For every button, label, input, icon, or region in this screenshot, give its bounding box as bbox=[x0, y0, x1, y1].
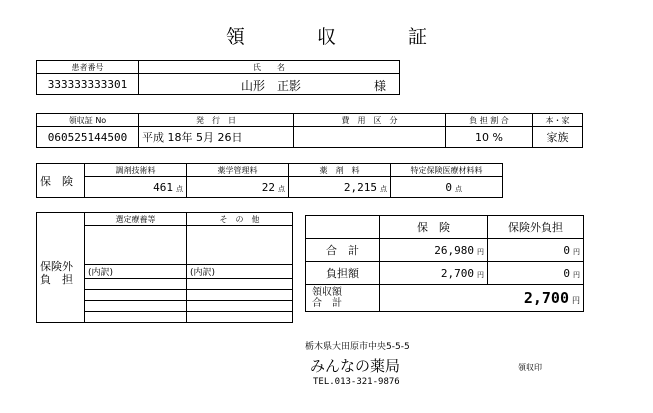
patient-table bbox=[36, 60, 400, 95]
insurance-column-label: 保 険 bbox=[380, 216, 488, 239]
yen-unit: 円 bbox=[477, 247, 484, 256]
receipt-no-label: 領収証 No bbox=[37, 114, 139, 127]
issue-date-value: 平成 18年 5月 26日 bbox=[139, 127, 294, 148]
burden-ratio-value: 10 % bbox=[446, 127, 533, 148]
other-label: そ の 他 bbox=[187, 213, 293, 226]
burden-insurance-value: 2,700 bbox=[440, 266, 474, 280]
patient-name-label: 氏 名 bbox=[139, 61, 400, 74]
receipt-total-cell bbox=[380, 285, 584, 312]
burden-non-insurance-cell bbox=[488, 262, 584, 285]
patient-id-value: 333333333301 bbox=[37, 74, 139, 95]
receipt-stamp-label: 領収印 bbox=[518, 363, 542, 372]
yen-unit: 円 bbox=[573, 270, 580, 279]
receipt-total-label-line2: 合 計 bbox=[312, 298, 342, 309]
breakdown-label-2: (内訳) bbox=[187, 265, 293, 279]
non-insurance-label-line1: 保険外 bbox=[40, 259, 73, 273]
points-unit: 点 bbox=[176, 184, 183, 193]
points-unit: 点 bbox=[380, 184, 387, 193]
breakdown-line bbox=[85, 301, 187, 312]
dispensing-fee-value: 461 bbox=[153, 180, 173, 194]
receipt-info-table bbox=[36, 113, 583, 148]
page-title bbox=[0, 22, 653, 49]
totals-table bbox=[305, 215, 584, 312]
yen-unit: 円 bbox=[477, 270, 484, 279]
insurance-points-table bbox=[36, 163, 503, 198]
receipt-total-value: 2,700 bbox=[523, 289, 569, 307]
dispensing-fee-cell bbox=[85, 177, 187, 198]
pharmacy-management-fee-value: 22 bbox=[261, 180, 275, 194]
receipt-total-label bbox=[306, 285, 380, 312]
cost-category-label: 費 用 区 分 bbox=[294, 114, 446, 127]
total-insurance-cell bbox=[380, 239, 488, 262]
total-non-insurance-value: 0 bbox=[563, 243, 570, 257]
special-material-fee-cell bbox=[391, 177, 503, 198]
title-char-3: 証 bbox=[408, 26, 428, 48]
burden-amount-label: 負担額 bbox=[306, 262, 380, 285]
patient-name-value: 山形 正影 bbox=[241, 79, 302, 93]
drug-fee-cell bbox=[289, 177, 391, 198]
special-material-fee-label: 特定保険医療材料料 bbox=[391, 164, 503, 177]
patient-name-cell bbox=[139, 74, 400, 95]
pharmacy-name: みんなの薬局 bbox=[310, 357, 401, 375]
insured-family-value: 家族 bbox=[533, 127, 583, 148]
other-value bbox=[187, 226, 293, 265]
yen-unit: 円 bbox=[573, 247, 580, 256]
pharmacy-management-fee-cell bbox=[187, 177, 289, 198]
non-insurance-table bbox=[36, 212, 293, 323]
selected-care-label: 選定療養等 bbox=[85, 213, 187, 226]
breakdown-line bbox=[85, 279, 187, 290]
drug-fee-value: 2,215 bbox=[343, 180, 377, 194]
title-char-2: 収 bbox=[316, 26, 336, 48]
receipt-total-label-line1: 領収額 bbox=[312, 287, 342, 298]
totals-corner-cell bbox=[306, 216, 380, 239]
breakdown-line bbox=[85, 312, 187, 323]
breakdown-line bbox=[187, 312, 293, 323]
non-insurance-column-label: 保険外負担 bbox=[488, 216, 584, 239]
breakdown-label-1: (内訳) bbox=[85, 265, 187, 279]
breakdown-line bbox=[187, 290, 293, 301]
pharmacy-management-fee-label: 薬学管理料 bbox=[187, 164, 289, 177]
pharmacy-tel: TEL.013-321-9876 bbox=[313, 377, 400, 387]
patient-honorific: 様 bbox=[374, 79, 387, 93]
cost-category-value bbox=[294, 127, 446, 148]
special-material-fee-value: 0 bbox=[445, 180, 452, 194]
insurance-row-label: 保 険 bbox=[37, 164, 85, 198]
patient-id-label: 患者番号 bbox=[37, 61, 139, 74]
title-char-1: 領 bbox=[225, 26, 245, 48]
points-unit: 点 bbox=[278, 184, 285, 193]
issue-date-label: 発 行 日 bbox=[139, 114, 294, 127]
breakdown-line bbox=[187, 279, 293, 290]
receipt-no-value: 060525144500 bbox=[37, 127, 139, 148]
insured-family-label: 本・家 bbox=[533, 114, 583, 127]
drug-fee-label: 薬 剤 料 bbox=[289, 164, 391, 177]
breakdown-line bbox=[85, 290, 187, 301]
breakdown-line bbox=[187, 301, 293, 312]
selected-care-value bbox=[85, 226, 187, 265]
burden-non-insurance-value: 0 bbox=[563, 266, 570, 280]
points-unit: 点 bbox=[455, 184, 462, 193]
burden-ratio-label: 負 担 割 合 bbox=[446, 114, 533, 127]
total-insurance-value: 26,980 bbox=[434, 243, 474, 257]
non-insurance-label-line2: 負 担 bbox=[40, 272, 73, 286]
yen-unit: 円 bbox=[572, 296, 580, 305]
total-non-insurance-cell bbox=[488, 239, 584, 262]
dispensing-fee-label: 調剤技術料 bbox=[85, 164, 187, 177]
burden-insurance-cell bbox=[380, 262, 488, 285]
non-insurance-row-label bbox=[37, 213, 85, 323]
pharmacy-address: 栃木県大田原市中央5-5-5 bbox=[305, 342, 410, 352]
total-label: 合 計 bbox=[306, 239, 380, 262]
